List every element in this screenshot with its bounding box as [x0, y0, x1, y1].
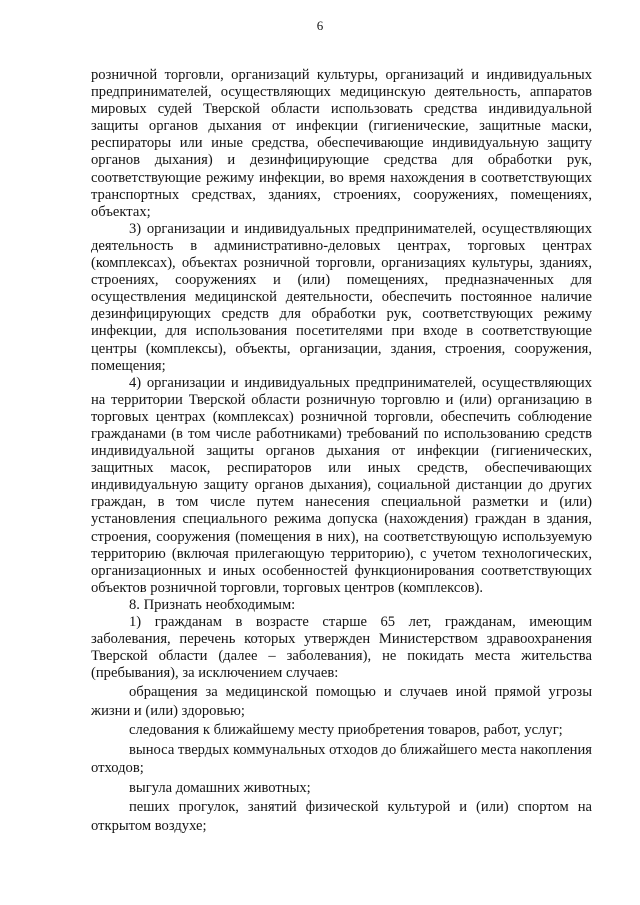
paragraph-item-3: 3) организации и индивидуальных предпринимателей, осуществляющих деятельность в административно-деловых центрах, торговых центрах (комплексах), объектах розничной торговли, организациях культуры, зданиях, строениях, сооружениях и (или) помещениях, предназначенных для осуществления медицинской деятельности, обеспечить постоянное наличие дезинфицирующих средств для обработки рук, соответствующих режиму инфекции, для использования посетителями при входе в соответствующие центры (комплексы), объекты, организации, здания, строения, сооружения, помещения; [91, 220, 592, 374]
exception-medical-help: обращения за медицинской помощью и случаев иной прямой угрозы жизни и (или) здоровью; [91, 684, 592, 719]
page-number: 6 [316, 18, 324, 33]
exception-pet-walking: выгула домашних животных; [129, 779, 311, 796]
paragraph-continuation: розничной торговли, организаций культуры, организаций и индивидуальных предпринимателей, осуществляющих медицинскую деятельность, аппаратов мировых судей Тверской области использовать средства индивидуальной защиты органов дыхания от инфекции (гигиенические, защитные маски, респираторы или иные средства, обеспечивающие индивидуальную защиту органов дыхания) и дезинфицирующие средства для обработки рук, соответствующие режиму инфекции, во время нахождения в соответствующих транспортных средствах, зданиях, строениях, сооружениях, помещениях, объектах; [91, 67, 592, 220]
document-body [91, 67, 592, 836]
exception-outdoor-walks: пеших прогулок, занятий физической культурой и (или) спортом на открытом воздухе; [91, 799, 592, 834]
paragraph-section-8-item-1: 1) гражданам в возрасте старше 65 лет, гражданам, имеющим заболевания, перечень которых утвержден Министерством здравоохранения Тверской области (далее – заболевания), не покидать места жительства (пребывания), за исключением случаев: [91, 614, 592, 682]
paragraph-section-8: 8. Признать необходимым: [129, 596, 296, 613]
paragraph-item-4: 4) организации и индивидуальных предпринимателей, осуществляющих на территории Тверской области розничную торговлю и (или) организацию в торговых центрах (комплексах) розничной торговли, обеспечить соблюдение гражданами (в том числе работниками) требований по использованию средств индивидуальной защиты органов дыхания от инфекции (гигиенических, защитных масок, респираторов или иных средств, обеспечивающих индивидуальную защиту органов дыхания), социальной дистанции до других граждан, в том числе путем нанесения специальной разметки и (или) установления специального режима допуска (нахождения) граждан в здания, строения, сооружения (помещения в них), на соответствующую используемую территорию (включая прилегающую территорию), с учетом технологических, организационных и иных особенностей функционирования соответствующих объектов розничной торговли, торговых центров (комплексов). [91, 374, 592, 596]
exception-nearest-store: следования к ближайшему месту приобретения товаров, работ, услуг; [129, 722, 563, 739]
exception-waste-disposal: выноса твердых коммунальных отходов до ближайшего места накопления отходов; [91, 741, 592, 777]
